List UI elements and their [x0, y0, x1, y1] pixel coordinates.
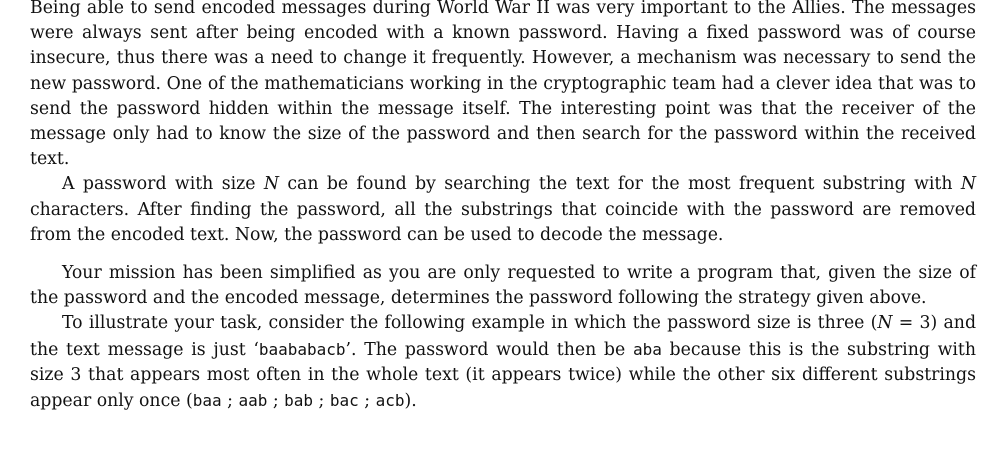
problem-statement — [30, 0, 976, 414]
text-run: ) and the text message is just ‘ — [30, 313, 977, 360]
text-run: because this is the substring with size 3 that appears most often in the whole text (it appears twice) while the other six different substrings appear only once ( — [30, 339, 977, 412]
code-text: baa — [192, 391, 222, 411]
text-run: A password with size — [62, 174, 264, 195]
code-text: bac — [329, 391, 359, 411]
separator: ; — [358, 391, 376, 412]
separator: ; — [267, 391, 285, 412]
intro-text: Being able to send encoded messages during World War II was very important to the Allies. The messages were always sent after being encoded with a known password. Having a fixed password was of course insecure, thus there was a need to change it frequently. However, a mechanism was necessary to send the new password. One of the mathematicians working in the cryptographic team had a clever idea that was to send the password hidden within the message itself. The interesting point was that the receiver of the message only had to know the size of the password and then search for the password within the received text. — [30, 0, 976, 170]
mission-text: Your mission has been simplified as you are only requested to write a program that, given the size of the password and the encoded message, determines the password following the strategy given above. — [30, 263, 976, 309]
code-text: aab — [238, 391, 268, 411]
text-run: can be found by searching the text for the most frequent substring with — [278, 174, 961, 195]
paragraph-mission — [30, 261, 976, 311]
code-text: aba — [632, 339, 662, 359]
paragraph-password-size — [30, 172, 976, 248]
math-var: N — [877, 313, 893, 334]
code-text: bab — [284, 391, 314, 411]
text-run: To illustrate your task, consider the following example in which the password size is three ( — [62, 313, 878, 334]
math-var: N — [960, 174, 976, 195]
paragraph-intro — [30, 0, 976, 172]
math-expr: = 3 — [892, 313, 931, 334]
text-run: ). — [404, 391, 417, 412]
text-run: characters. After finding the password, all the substrings that coincide with the password are removed from the encoded text. Now, the password can be used to decode the message. — [30, 199, 976, 245]
code-text: acb — [375, 391, 405, 411]
separator: ; — [221, 391, 239, 412]
code-text: baababacb — [258, 339, 346, 359]
text-run: ’. The password would then be — [345, 339, 633, 360]
separator: ; — [313, 391, 330, 412]
paragraph-example — [30, 311, 976, 414]
math-var: N — [263, 174, 279, 195]
